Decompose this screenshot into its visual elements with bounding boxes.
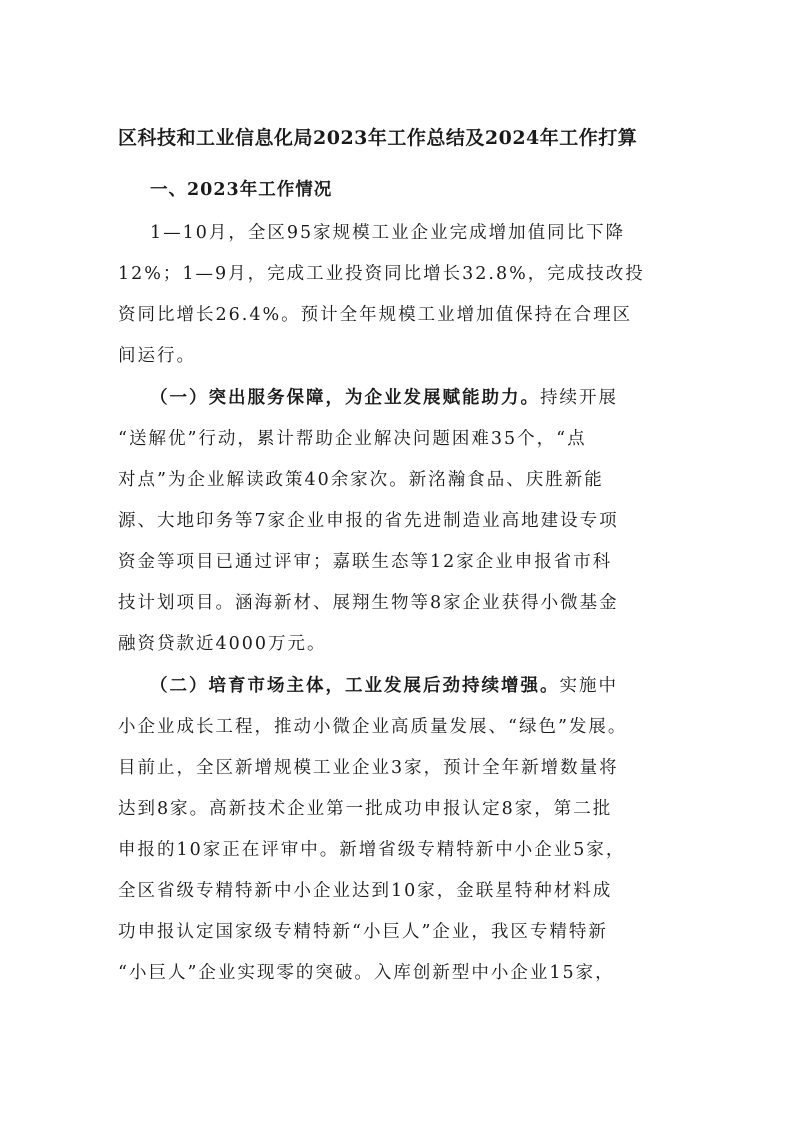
paragraph-line: 申报的10家正在评审中。新增省级专精特新中小企业5家， [118,840,626,860]
paragraph-line [150,672,708,700]
paragraph-text: 持续开展 [540,388,618,408]
paragraph-line: 资金等项目已通过评审；嘉联生态等12家企业申报省市科 [118,552,613,572]
paragraph-text: 实施中 [559,676,618,696]
paragraph-line: 12%；1—9月，完成工业投资同比增长32.8%，完成技改投 [118,264,645,284]
paragraph-line: 小企业成长工程，推动小微企业高质量发展、“绿色”发展。 [118,717,628,737]
paragraph-line: 融资贷款近4000万元。 [118,634,327,654]
subsection-lead: （一）突出服务保障，为企业发展赋能助力。 [150,388,540,408]
paragraph-line: 1—10月，全区95家规模工业企业完成增加值同比下降 [150,223,626,243]
paragraph-line: 对点”为企业解读政策40余家次。新洺瀚食品、庆胜新能 [118,470,604,490]
paragraph-line: 源、大地印务等7家企业申报的省先进制造业高地建设专项 [118,511,619,531]
paragraph-line: 达到8家。高新技术企业第一批成功申报认定8家，第二批 [118,799,613,819]
paragraph-line: 全区省级专精特新中小企业达到10家，金联星特种材料成 [118,881,613,901]
section-heading: 一、2023年工作情况 [150,180,333,200]
paragraph-line: “送解优”行动，累计帮助企业解决问题困难35个，“点 [118,429,587,449]
paragraph-line: 资同比增长26.4%。预计全年规模工业增加值保持在合理区 [118,305,633,325]
paragraph-line [150,384,708,412]
paragraph-line: 技计划项目。涵海新材、展翔生物等8家企业获得小微基金 [118,593,619,613]
paragraph-line: 目前止，全区新增规模工业企业3家，预计全年新增数量将 [118,758,619,778]
paragraph-line: 功申报认定国家级专精特新“小巨人”企业，我区专精特新 [118,922,608,942]
paragraph-line: 间运行。 [118,346,196,366]
paragraph-line: “小巨人”企业实现零的突破。入库创新型中小企业15家， [118,963,615,983]
subsection-lead: （二）培育市场主体，工业发展后劲持续增强。 [150,676,560,696]
document-title: 区科技和工业信息化局2023年工作总结及2024年工作打算 [118,127,638,149]
